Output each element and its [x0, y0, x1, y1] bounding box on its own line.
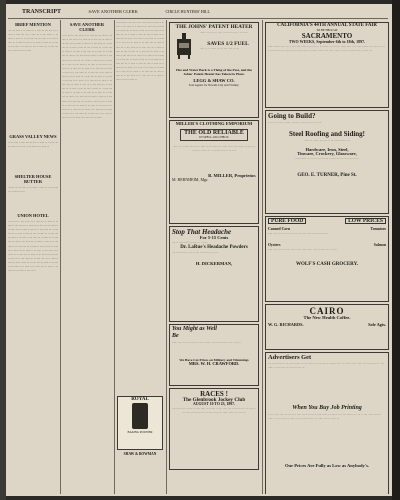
- ad-dates: AUGUST 10 TO 23, 1897.: [193, 402, 235, 407]
- ad-oysters: Oysters: [268, 243, 281, 248]
- ad-agent: W. G. RICHARDS.: [268, 322, 304, 328]
- ad-price: For 5-15 Cents: [199, 235, 229, 240]
- ad-agent-role: Sole Agts.: [368, 322, 386, 328]
- ad-body: Hot and Water Back is a Thing of the Past, and the Johns' Patent Heater has Taken its Place.: [176, 68, 252, 77]
- ad-name: GEO. E. TURNER, Pine St.: [297, 173, 357, 179]
- header-title: TRANSCRIPT: [22, 9, 62, 15]
- ad-druggist: H. DICKERMAN,: [195, 261, 233, 267]
- column-rule: [166, 20, 167, 494]
- column-rule: [262, 20, 263, 494]
- section-heading: GRASS VALLEY NEWS: [9, 134, 57, 139]
- pure-food-ad: PURE FOOD LOW PRICES Canned Corn Tomatoes ..... .... ..... .... ... ... ..... .... .... .... ..... ..... .... ... Oysters Salmon ..... .... .... ..... .... ... .... ... ..... ...... ... .... ..... .... ... .... WOLF'S CASH GROCERY.: [265, 216, 389, 302]
- ad-manager: M. BERNHEIM, Mgr.: [172, 177, 209, 183]
- advertising-column-center: [168, 20, 260, 494]
- ad-canned: Canned Corn: [268, 227, 291, 232]
- ad-product: Dr. LaRue's Headache Powders: [180, 245, 248, 251]
- ad-at: TO BE HELD AT: [316, 28, 338, 33]
- article-body: .. ... ..... .. .... ...... ... .. ..... .... ... ...... .. ... ..... .. .... ..... ... .. ...... ... .. ..... .... ... ...... .. ... ..... .... ... ...... .. ..... ... .. .... ...... ... .. ..... .... ... .. ...... .. ..... ... .... .. ...... ... .. ..... .... ... ...... .. ... ..... .. .... ..... ... .. ...... ... .. ..... .... ... ...... .. ... ..... .... ... ...... .. ..... ... .. .... ...... ... .. ..... .... ... .. ...... .. ..... ... .... .. ...... ... .. ..... .... ... ...... .. ... ..... .. .... ..... ... .. ...... ... .. ..... .... ... ...... .. ... ..... .... ... ...... .. ..... ... .. .... ...... ... .. ..... .... ... .. ...... .. ..... ... .... .. ...... ... .. ..... .... ... ...... .. ... ..... .. .... ..... ... .. ...... ... .. ..... .... ... ...... .. ... ..... .... ... ...... .. ..... ... .. .... ...... ... .. ..... .... ... .. ...... .. ..... ... .... .. ...... ... .. ..... .... ... ...... .. ... ..... .. .... ..... ... .. ...... ... .. ..... .... ... ...... .. ... ..... .... ... ...... .. ..... ... .. .... ...... ... .. ..... .... ... .. ...... .. ..... ... .... .. ...... ... .. ..... .... ... ...... .. ... ..... .. .... ..... ... .. ...... ... .. ..... .... ... ...... .. ... ..... .... ... ...... .. ..... ... .. .... ...... ... .. ..... .... ... .. ...... .. ..... ... .... .. ...... ... .. ..... .... ... ......: [62, 33, 112, 119]
- article-body: .. ... ..... .. .... ...... ... .. ..... .... ... ...... .. ... ..... .. .... ..... ... .. ...... ... .. ..... .... ... ...... .. ... ..... .... ... ...... .. ..... ... .. .... ...... ... .. ..... .... ... .. ...... .. ..... ... .... .. ...... ... .. ..... .... ... ...... .. ... ..... .. .... ..... ... .. ...... ... .. ..... .... ... ...... .. ... ..... .... ... ...... .. ..... ... .. .... ...... ... .. ..... .... ... .. ...... .. ..... ... .... .. ...... ... .. ..... .... ... ...... .. ... ..... .. .... ..... ... .. ...... ... .. ..... .... ... ...... .. ... ..... .... ... ...... .. ..... ... .. .... ...... ... .. ..... .... ... .. ...... .. ..... ... .... .. ...... ... .. ..... .... ... ...... .. ... ..... .. .... ..... ... .. ...... ... .. ..... .... ... ...... .. ... ..... .... ... ...... .. ..... ... ..: [8, 219, 58, 273]
- ad-left-title: PURE FOOD: [268, 218, 306, 224]
- ad-title: THE JOHNS' PATENT HEATER: [175, 24, 253, 30]
- ad-subtitle: The New Health Coffee.: [303, 315, 351, 320]
- page-header: [8, 6, 388, 19]
- ad-stock: Hardware, Iron, Steel,: [305, 147, 349, 152]
- section-heading: SAVE ANOTHER CLERK: [69, 22, 105, 32]
- ad-product: BAKING POWDER: [127, 430, 153, 435]
- headache-powders-ad: Stop That Headache For 5-15 Cents .... .. ..........'.. ....... ... . ...... Dr. LaRue's Headache Powders .... ...... .... .. .... .. .... ... ...... ..... .... H. DICKERMAN,: [169, 226, 259, 322]
- section-heading: UNION HOTEL: [17, 213, 49, 218]
- ad-title-row: [268, 218, 386, 224]
- news-column-3: [116, 20, 164, 494]
- ad-title: RACES !: [200, 390, 228, 398]
- newspaper-page: [6, 4, 392, 496]
- ad-agent-row: [268, 323, 386, 327]
- ad-sign: [180, 129, 248, 141]
- article-body: .. ..... ... .... ..... .. ... ...... .. ..... ... .. .... ..... ... .. ...... ... ....: [8, 185, 58, 194]
- ad-title: Going to Build?: [268, 112, 316, 120]
- ad-city: SACRAMENTO: [301, 32, 353, 41]
- ad-title: CAIRO: [309, 306, 345, 316]
- ad-title: Stop That Headache: [172, 228, 232, 236]
- miller-clothing-ad: MILLER'S CLOTHING EMPORIUM THE OLD RELIABLE IN SPELL-ON-CHECK ...... ... ........ ... ..... .. ..... ... ... ...... ... ...... ... .. .... ...... ... ..... ... ...... ... ...... ... .. ........ ..... .. ... .... B. MILLER, Proprietor. M. BERNHEIM, Mgr.: [169, 120, 259, 224]
- ad-job: When You Buy Job Printing: [292, 405, 362, 411]
- stove-icon: [174, 33, 194, 59]
- johns-heater-ad: [169, 22, 259, 118]
- ad-footer: SHAW & BOWMAN: [123, 452, 157, 456]
- ad-name: MRS. W. H. CRAWFORD.: [188, 361, 240, 367]
- ad-tomatoes: Tomatoes: [370, 227, 386, 232]
- building-supplies-ad: Going to Build? .. .... .. ..... .. ...... . ...... .. ..... ... ..... .. ..... Steel Roofing and Siding! ..... ... ....... ... ..... .. ... ..... ........ ... Hardware, Iron, Steel, Tinware, Crockery, Glassware, ..... ....... ... ...... ..... ........ .. ..... ... .... ..... ...... .... GEO. E. TURNER, Pine St.: [265, 110, 389, 214]
- ad-grocery: WOLF'S CASH GROCERY.: [295, 262, 358, 268]
- ad-line: We Have Cut Prices on Military and Trimmings: [179, 358, 249, 362]
- ad-stock-2: Tinware, Crockery, Glassware,: [297, 151, 357, 157]
- ad-title: You Might as Well Be: [172, 326, 217, 339]
- races-ad: RACES ! The Glenbrook Jockey Club AUGUST 10 TO 23, 1897. .... ..... ..... ....... ... .... ..... ... ....... .. .... ..... .... ...... ... .... ... ..... .. ... ..... ....... .... ... ... ...... ..... ... ...... ...... ... .... ....: [169, 388, 259, 470]
- ad-sign-text: THE OLD RELIABLE: [184, 130, 244, 137]
- ad-proprietor: B. MILLER, Proprietor.: [208, 173, 256, 179]
- ad-host: The Glenbrook Jockey Club: [182, 397, 246, 403]
- ad-dates: TWO WEEKS, September 6th to 18th, 1897.: [288, 39, 366, 45]
- header-col2-title: SAVE ANOTHER CLERK: [88, 9, 138, 14]
- cairo-coffee-ad: [265, 304, 389, 350]
- ad-firm-sub: Sole Agents for Nevada City and Vicinity.: [188, 83, 240, 88]
- section-heading: BRIEF MENTION: [15, 22, 51, 27]
- ad-right-title: LOW PRICES: [345, 218, 386, 224]
- article-body: .. .. ... ..... .. ... ...... ... .. ..... ... .... ..... ... .. ...... .. ..... .... ... .. ...... ... .. .... ....... .. ... ...... .. ..... ... .. ... ..... .... ... ...... .. ... .... .. ..... ... .. ...... ... .... .. ... ...... .. ...... ... .. ..... ... .... ..... .. .. ..... ... .... .. ...... ... .. ..... .... ... .. ...... .... ... .. .....: [8, 28, 58, 53]
- article-body: .. ... ..... .. .... ...... ... .. ..... .... ... ...... .. ... ..... .. .... ..... ... .. ...... ... .. ..... .... ... ...... .. ... ..... .... ... ...... .. ..... ... .. .... ...... ... .. ..... .... ... .. ...... .. ..... ... .... .. ...... ... .. ..... .... ... ...... .. ... ..... .. .... ..... ... .. ...... ... .. ..... .... ... ...... .. ... ..... .... ... ...... .. ..... ... .. .... ...... ... .. ..... .... ... .. ...... .. ..... ... .... .. ...... ... .. ..... .... ... ...... .. ... ..... .. .... ..... ... .. ...... ... .. ..... .... ... ...... .. ... ..... .... ... ...... .. ..... ... .. .... ...... ... .. ..... .... ... .. ...... .. ..... ... .... .. ...... ... .. ..... .... ... ...... .. ... ..... .. .... ..... ... .. ...... ... .. ..... .... ... ...... .. ... ..... .... ... ...... .. ..... ... .. .... ...... ... .. ..... .... ... .. ...... .. ..... ... .... .. ...... ...: [116, 20, 164, 82]
- article-body: .. ... ...... .. ..... .... ... ..... .. ...... ... .. ..... .... ... ...... .. ... ..... .. .... ..... ... .. ...... ...: [8, 140, 58, 149]
- ad-title: CALIFORNIA'S 44TH ANNUAL STATE FAIR: [277, 23, 377, 28]
- ad-sign-sub: IN SPELL-ON-CHECK: [199, 135, 229, 140]
- ad-tagline: SAVES 1/2 FUEL: [207, 41, 249, 47]
- advertising-column-right: [264, 20, 390, 494]
- header-col3-title: CIRCLE HUNTERS' HILL: [165, 9, 210, 14]
- ad-subtitle: Steel Roofing and Siding!: [288, 130, 366, 138]
- ad-brand: ROYAL: [131, 397, 149, 402]
- state-fair-ad: CALIFORNIA'S 44TH ANNUAL STATE FAIR TO BE HELD AT SACRAMENTO TWO WEEKS, September 6th to 18th, 1897. ...... ....... ..... ... .. ..... .... ...... ... ..... .... .. ....... ... ..... ... ...... ..... .. .. ..... ....... .... ..... ... .... .. ..... ...... ... ..... ... .... ..... ...... .. ....... .... .. .... ..... ...... ... .... .. ..... ...... .. ..... ....: [265, 22, 389, 108]
- column-rule: [60, 20, 61, 494]
- royal-baking-powder-ad: [117, 396, 163, 450]
- column-rule: [114, 20, 115, 494]
- ad-text: ....... ... ..... .. ..... ... .... ....... .. ... ..... SAVES 1/2 FUEL ..... .. .. ....... ... ... ..... .... .. ....: [200, 30, 256, 68]
- ad-top: MILLER'S CLOTHING EMPORIUM: [175, 121, 253, 126]
- news-column-2: [62, 20, 112, 494]
- ad-firm: LEGG & SHAW CO.: [193, 78, 235, 84]
- ad-title: Advertisers Get: [268, 354, 312, 361]
- ad-salmon: Salmon: [373, 243, 386, 248]
- advertisers-ad: Advertisers Get .... ..... ...... .. ... ..... ....... ... .... ...... .. ..... .... ... ....... ..... ... ...... .... .. ..... ... ...... ..... ... .... ...... .. ..... .... ... .... ..... ... ... When You Buy Job Printing .. .... ..... ..... ... ...... .. ..... .... .... .... .. ..... ...... ... ...... ..... .... ....... ... .... .. .... ...... ... .... ...... ... .... ...... .. ..... .... ... ....... ..... ... ...... .... .. ...... ... Our Prices Are Fully as Low as Anybody's.: [265, 352, 389, 494]
- news-column-1: [8, 20, 58, 494]
- page-edge-shadow: [392, 0, 400, 500]
- baking-powder-can-icon: [132, 403, 148, 429]
- you-might-be-ad: You Might as Well Be ...... .... ... ..... ...... .. ..... ....... ... ...... ..... ... .... .. ...... We Have Cut Prices on Military and Trimmings MRS. W. H. CRAWFORD.: [169, 324, 259, 386]
- ad-prices: Our Prices Are Fully as Low as Anybody's.: [284, 463, 370, 468]
- section-heading: SHELTER HOUSE BUTTER: [14, 174, 52, 184]
